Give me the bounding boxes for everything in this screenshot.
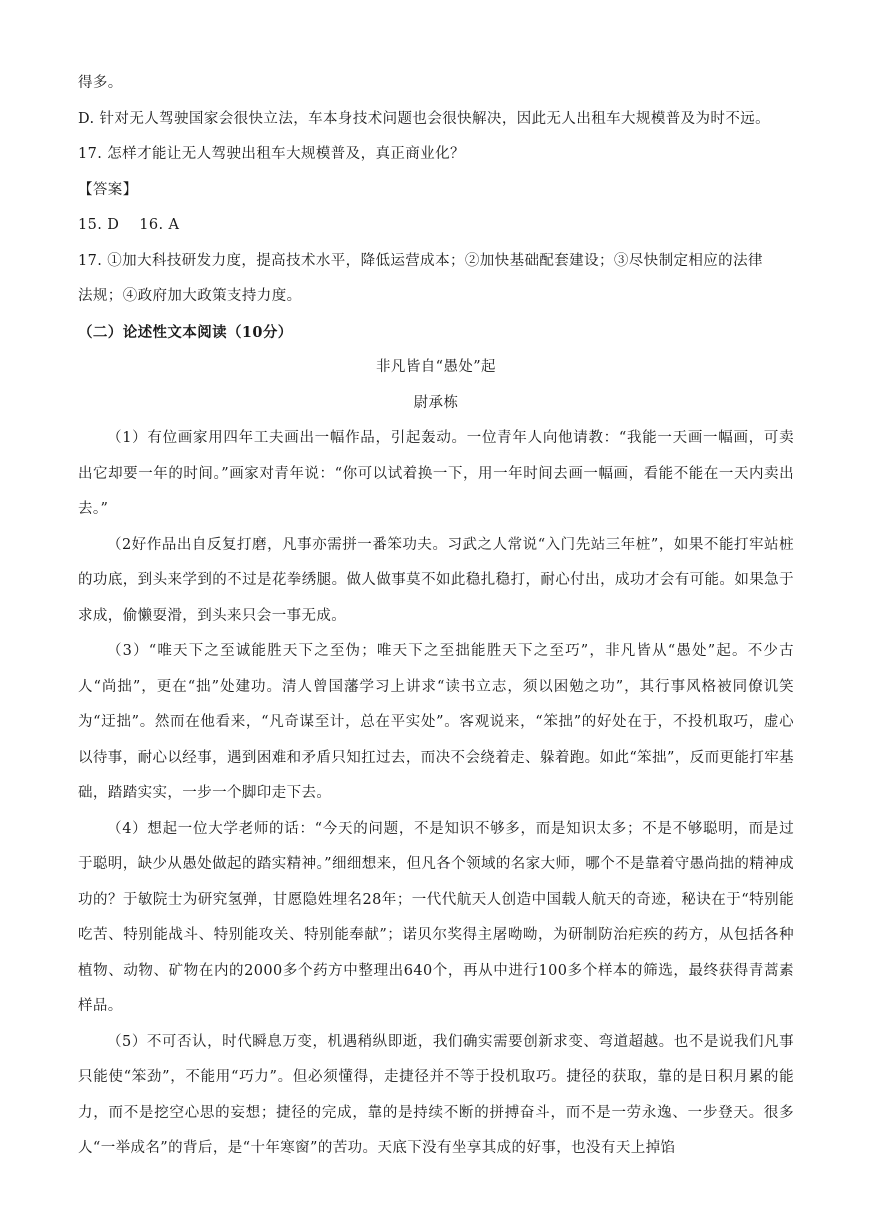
text-line: 得多。 <box>78 75 123 91</box>
paragraph-4: （4）想起一位大学老师的话：“今天的问题，不是知识不够多，而是知识太多；不是不够聪明，而是过于聪明，缺少从愚处做起的踏实精神。”细细想来，但凡各个领域的名家大师，哪个不是靠着守愚尚拙的精神成功的？于敏院士为研究氢弹，甘愿隐姓埋名28年；一代代航天人创造中国载人航天的奇迹，秘诀在于“特别能吃苦、特别能战斗、特别能攻关、特别能奉献”；诺贝尔奖得主屠呦呦，为研制防治疟疾的药方，从包括各种植物、动物、矿物在内的2000多个药方中整理出640个，再从中进行100多个样本的筛选，最终获得青蒿素样品。 <box>78 820 794 1014</box>
paragraph-5: （5）不可否认，时代瞬息万变，机遇稍纵即逝，我们确实需要创新求变、弯道超越。也不是说我们凡事只能使“笨劲”，不能用“巧力”。但必须懂得，走捷径并不等于投机取巧。捷径的获取，靠的是日积月累的能力，而不是挖空心思的妄想；捷径的完成，靠的是持续不断的拼搏奋斗，而不是一劳永逸、一步登天。很多人“一举成名”的背后，是“十年寒窗”的苦功。天底下没有坐享其成的好事，也没有天上掉馅 <box>78 1033 794 1156</box>
paragraph-3: （3）“唯天下之至诚能胜天下之至伪；唯天下之至拙能胜天下之至巧”，非凡皆从“愚处”起。不少古人“尚拙”，更在“拙”处建功。清人曾国藩学习上讲求“读书立志，须以困勉之功”，其行事风格被同僚讥笑为“迂拙”。然而在他看来，“凡奇谋至计，总在平实处”。客观说来，“笨拙”的好处在于，不投机取巧，虚心以待事，耐心以经事，遇到困难和矛盾只知扛过去，而决不会绕着走、躲着跑。如此“笨拙”，反而更能打牢基础，踏踏实实，一步一个脚印走下去。 <box>78 643 794 801</box>
section-heading: （二）论述性文本阅读（10分） <box>78 323 293 341</box>
option-d: D. 针对无人驾驶国家会很快立法，车本身技术问题也会很快解决，因此无人出租车大规模普及为时不远。 <box>78 110 771 127</box>
article-title: 非凡皆自“愚处”起 <box>376 359 496 375</box>
answer-label: 【答案】 <box>78 181 138 198</box>
document-page <box>78 66 794 1167</box>
question-17: 17. 怎样才能让无人驾驶出租车大规模普及，真正商业化？ <box>78 146 465 162</box>
paragraph-2: （2好作品出自反复打磨，凡事亦需拼一番笨功夫。习武之人常说“入门先站三年桩”，如果不能打牢站桩的功底，到头来学到的不过是花拳绣腿。做人做事莫不如此稳扎稳打，耐心付出，成功才会有可能。如果急于求成，偷懒耍滑，到头来只会一事无成。 <box>78 536 794 624</box>
answer-17-line-2: 法规；④政府加大政策支持力度。 <box>78 288 302 304</box>
answer-15-16: 15. D 16. A <box>78 217 180 233</box>
paragraph-1: （1）有位画家用四年工夫画出一幅作品，引起轰动。一位青年人向他请教：“我能一天画一幅画，可卖出它却要一年的时间。”画家对青年说：“你可以试着换一下，用一年时间去画一幅画，看能不能在一天内卖出去。” <box>78 430 794 517</box>
answer-17-line-1: 17. ①加大科技研发力度，提高技术水平，降低运营成本；②加快基础配套建设；③尽快制定相应的法律 <box>78 252 763 269</box>
article-author: 尉承栋 <box>413 394 459 411</box>
